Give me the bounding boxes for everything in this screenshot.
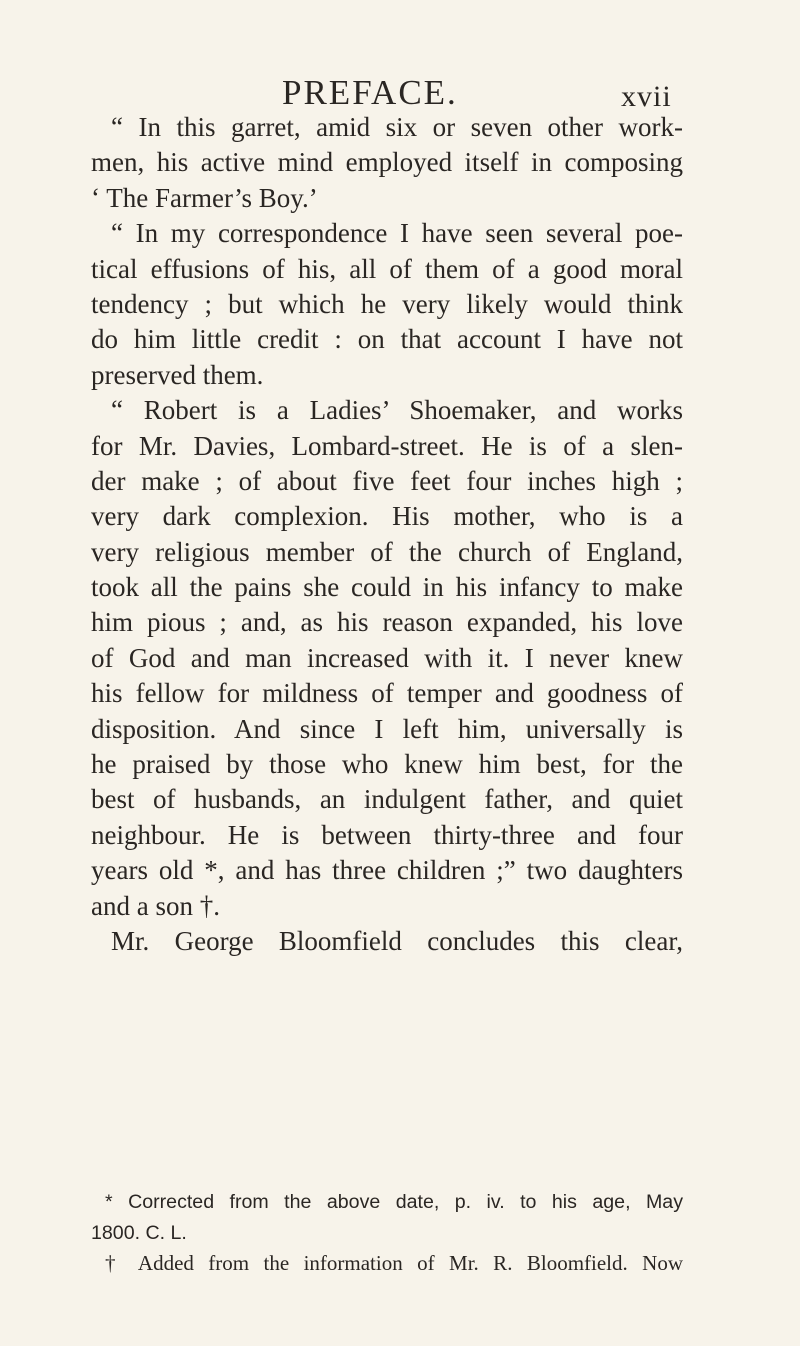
text-line: do him little credit : on that account I have not bbox=[91, 324, 683, 355]
text-line: very religious member of the church of England, bbox=[91, 536, 683, 567]
text-line: neighbour. He is between thirty-three and four bbox=[91, 819, 683, 850]
text-line: of God and man increased with it. I never knew bbox=[91, 642, 683, 673]
text-line: his fellow for mildness of temper and goodness of bbox=[91, 678, 683, 709]
text-line: “ In this garret, amid six or seven other work- bbox=[111, 112, 683, 142]
text-line: and a son †. bbox=[91, 890, 220, 921]
text-line: him pious ; and, as his reason expanded, his love bbox=[91, 607, 683, 638]
text-line: he praised by those who knew him best, for the bbox=[91, 749, 683, 780]
text-line: very dark complexion. His mother, who is a bbox=[91, 501, 683, 532]
page-number: xvii bbox=[621, 80, 672, 113]
footnote-line bbox=[91, 1248, 683, 1279]
text-line: Mr. George Bloomfield concludes this clear, bbox=[111, 925, 683, 956]
footnote-text: † Added from the information of Mr. R. Bloomfield. Now bbox=[105, 1251, 683, 1276]
text-line: disposition. And since I left him, universally is bbox=[91, 713, 683, 744]
body-text bbox=[91, 110, 683, 959]
text-line: took all the pains she could in his infancy to make bbox=[91, 572, 683, 603]
text-line: tendency ; but which he very likely would think bbox=[91, 288, 683, 319]
text-line: best of husbands, an indulgent father, and quiet bbox=[91, 784, 683, 815]
text-line: men, his active mind employed itself in composing bbox=[91, 147, 683, 178]
text-line: preserved them. bbox=[91, 359, 264, 390]
text-line: “ In my correspondence I have seen several poe- bbox=[111, 218, 683, 249]
footnotes bbox=[91, 1187, 683, 1279]
text-line: for Mr. Davies, Lombard-street. He is of a slen- bbox=[91, 430, 683, 461]
running-title: PREFACE. bbox=[282, 73, 458, 112]
text-line: tical effusions of his, all of them of a good moral bbox=[91, 253, 683, 284]
text-line: ‘ The Farmer’s Boy.’ bbox=[91, 182, 318, 213]
footnote-line: 1800. C. L. bbox=[91, 1221, 187, 1244]
text-line: “ Robert is a Ladies’ Shoemaker, and works bbox=[111, 395, 683, 426]
footnote-line: * Corrected from the above date, p. iv. to his age, May bbox=[105, 1191, 683, 1213]
text-line: der make ; of about five feet four inches high ; bbox=[91, 465, 683, 496]
text-line: years old *, and has three children ;” two daughters bbox=[91, 855, 683, 886]
